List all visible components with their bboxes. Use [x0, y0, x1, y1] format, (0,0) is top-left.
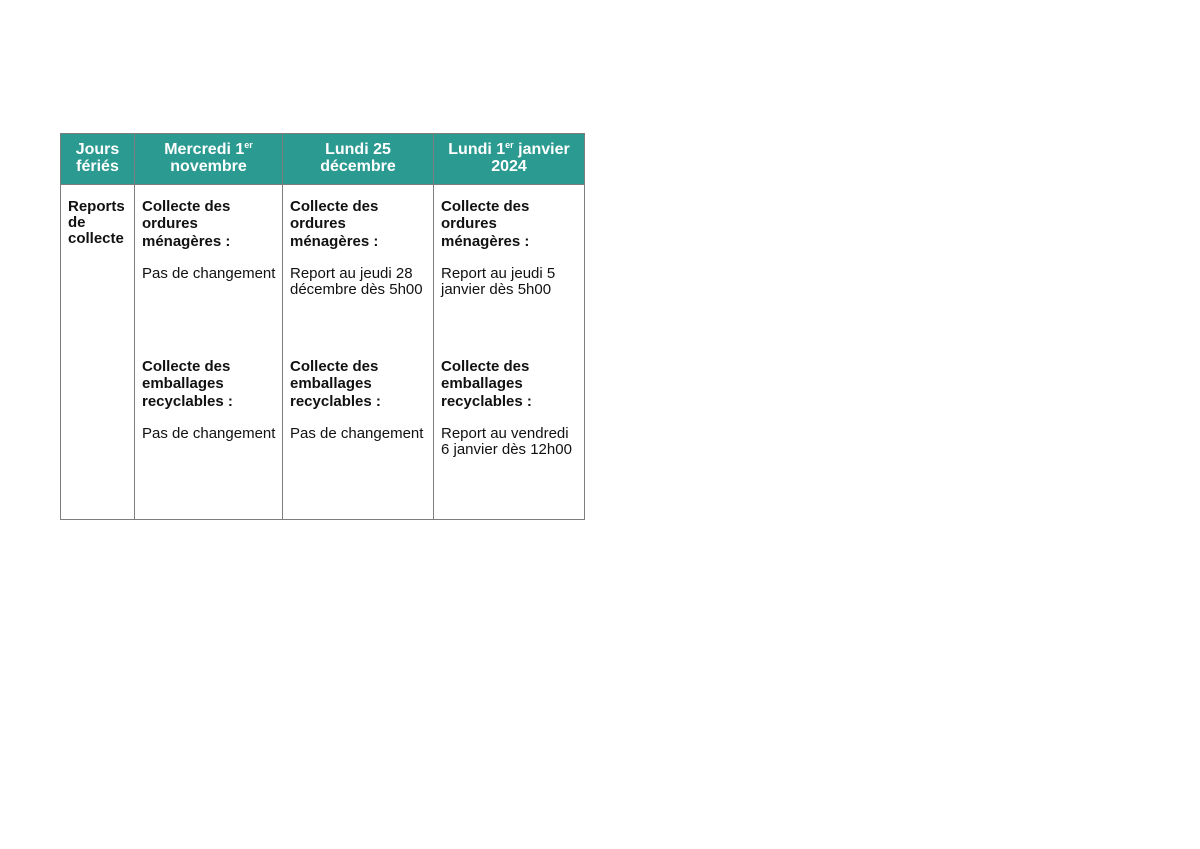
table-cell-25-decembre [283, 185, 434, 520]
emballages-value: Pas de changement [142, 424, 276, 442]
emballages-block [290, 359, 429, 519]
emballages-title-line2: recyclables : [290, 393, 381, 410]
emballages-title-line2: recyclables : [441, 393, 532, 410]
emballages-title-line1: Collecte des emballages [290, 358, 379, 392]
holiday-collection-table [60, 133, 585, 520]
header-cell-25-decembre [283, 134, 434, 185]
emballages-title [441, 359, 580, 411]
emballages-value: Pas de changement [290, 424, 424, 442]
table-header-row [61, 134, 585, 185]
ordures-block [142, 199, 278, 359]
emballages-title [142, 359, 278, 411]
row-label-reports-de-collecte: Reports de collecte [61, 185, 135, 520]
header-text: Lundi 25 décembre [320, 141, 396, 175]
ordures-title-line2: ménagères : [441, 233, 530, 250]
emballages-value: Report au vendredi 6 janvier dès 12h00 [441, 424, 572, 458]
header-text: Jours fériés [75, 141, 120, 175]
header-cell-jours-feries [61, 134, 135, 185]
table-cell-1er-novembre [135, 185, 283, 520]
table-row [61, 185, 585, 520]
emballages-title-line1: Collecte des emballages [142, 358, 231, 392]
emballages-block [142, 359, 278, 519]
ordures-title-line1: Collecte des ordures [441, 198, 530, 232]
ordures-title-line1: Collecte des ordures [142, 198, 231, 232]
header-text-rest: janvier 2024 [491, 141, 570, 175]
ordures-title [142, 199, 278, 251]
ordures-block [290, 199, 429, 359]
header-cell-1er-novembre [135, 134, 283, 185]
table-cell-1er-janvier [434, 185, 585, 520]
ordures-title [290, 199, 429, 251]
emballages-title-line2: recyclables : [142, 393, 233, 410]
header-text: Mercredi 1 [164, 141, 245, 158]
ordures-value: Pas de changement [142, 264, 276, 282]
ordures-value: Report au jeudi 5 janvier dès 5h00 [441, 264, 556, 298]
header-text: Lundi 1 [448, 141, 506, 158]
header-cell-1er-janvier [434, 134, 585, 185]
emballages-block [441, 359, 580, 519]
ordures-title [441, 199, 580, 251]
ordures-block [441, 199, 580, 359]
ordures-title-line2: ménagères : [290, 233, 379, 250]
emballages-title-line1: Collecte des emballages [441, 358, 530, 392]
emballages-title [290, 359, 429, 411]
ordures-value: Report au jeudi 28 décembre dès 5h00 [290, 264, 423, 298]
header-superscript: er [244, 140, 253, 150]
header-text-rest: novembre [170, 158, 247, 175]
ordures-title-line2: ménagères : [142, 233, 231, 250]
ordures-title-line1: Collecte des ordures [290, 198, 379, 232]
header-superscript: er [505, 140, 514, 150]
